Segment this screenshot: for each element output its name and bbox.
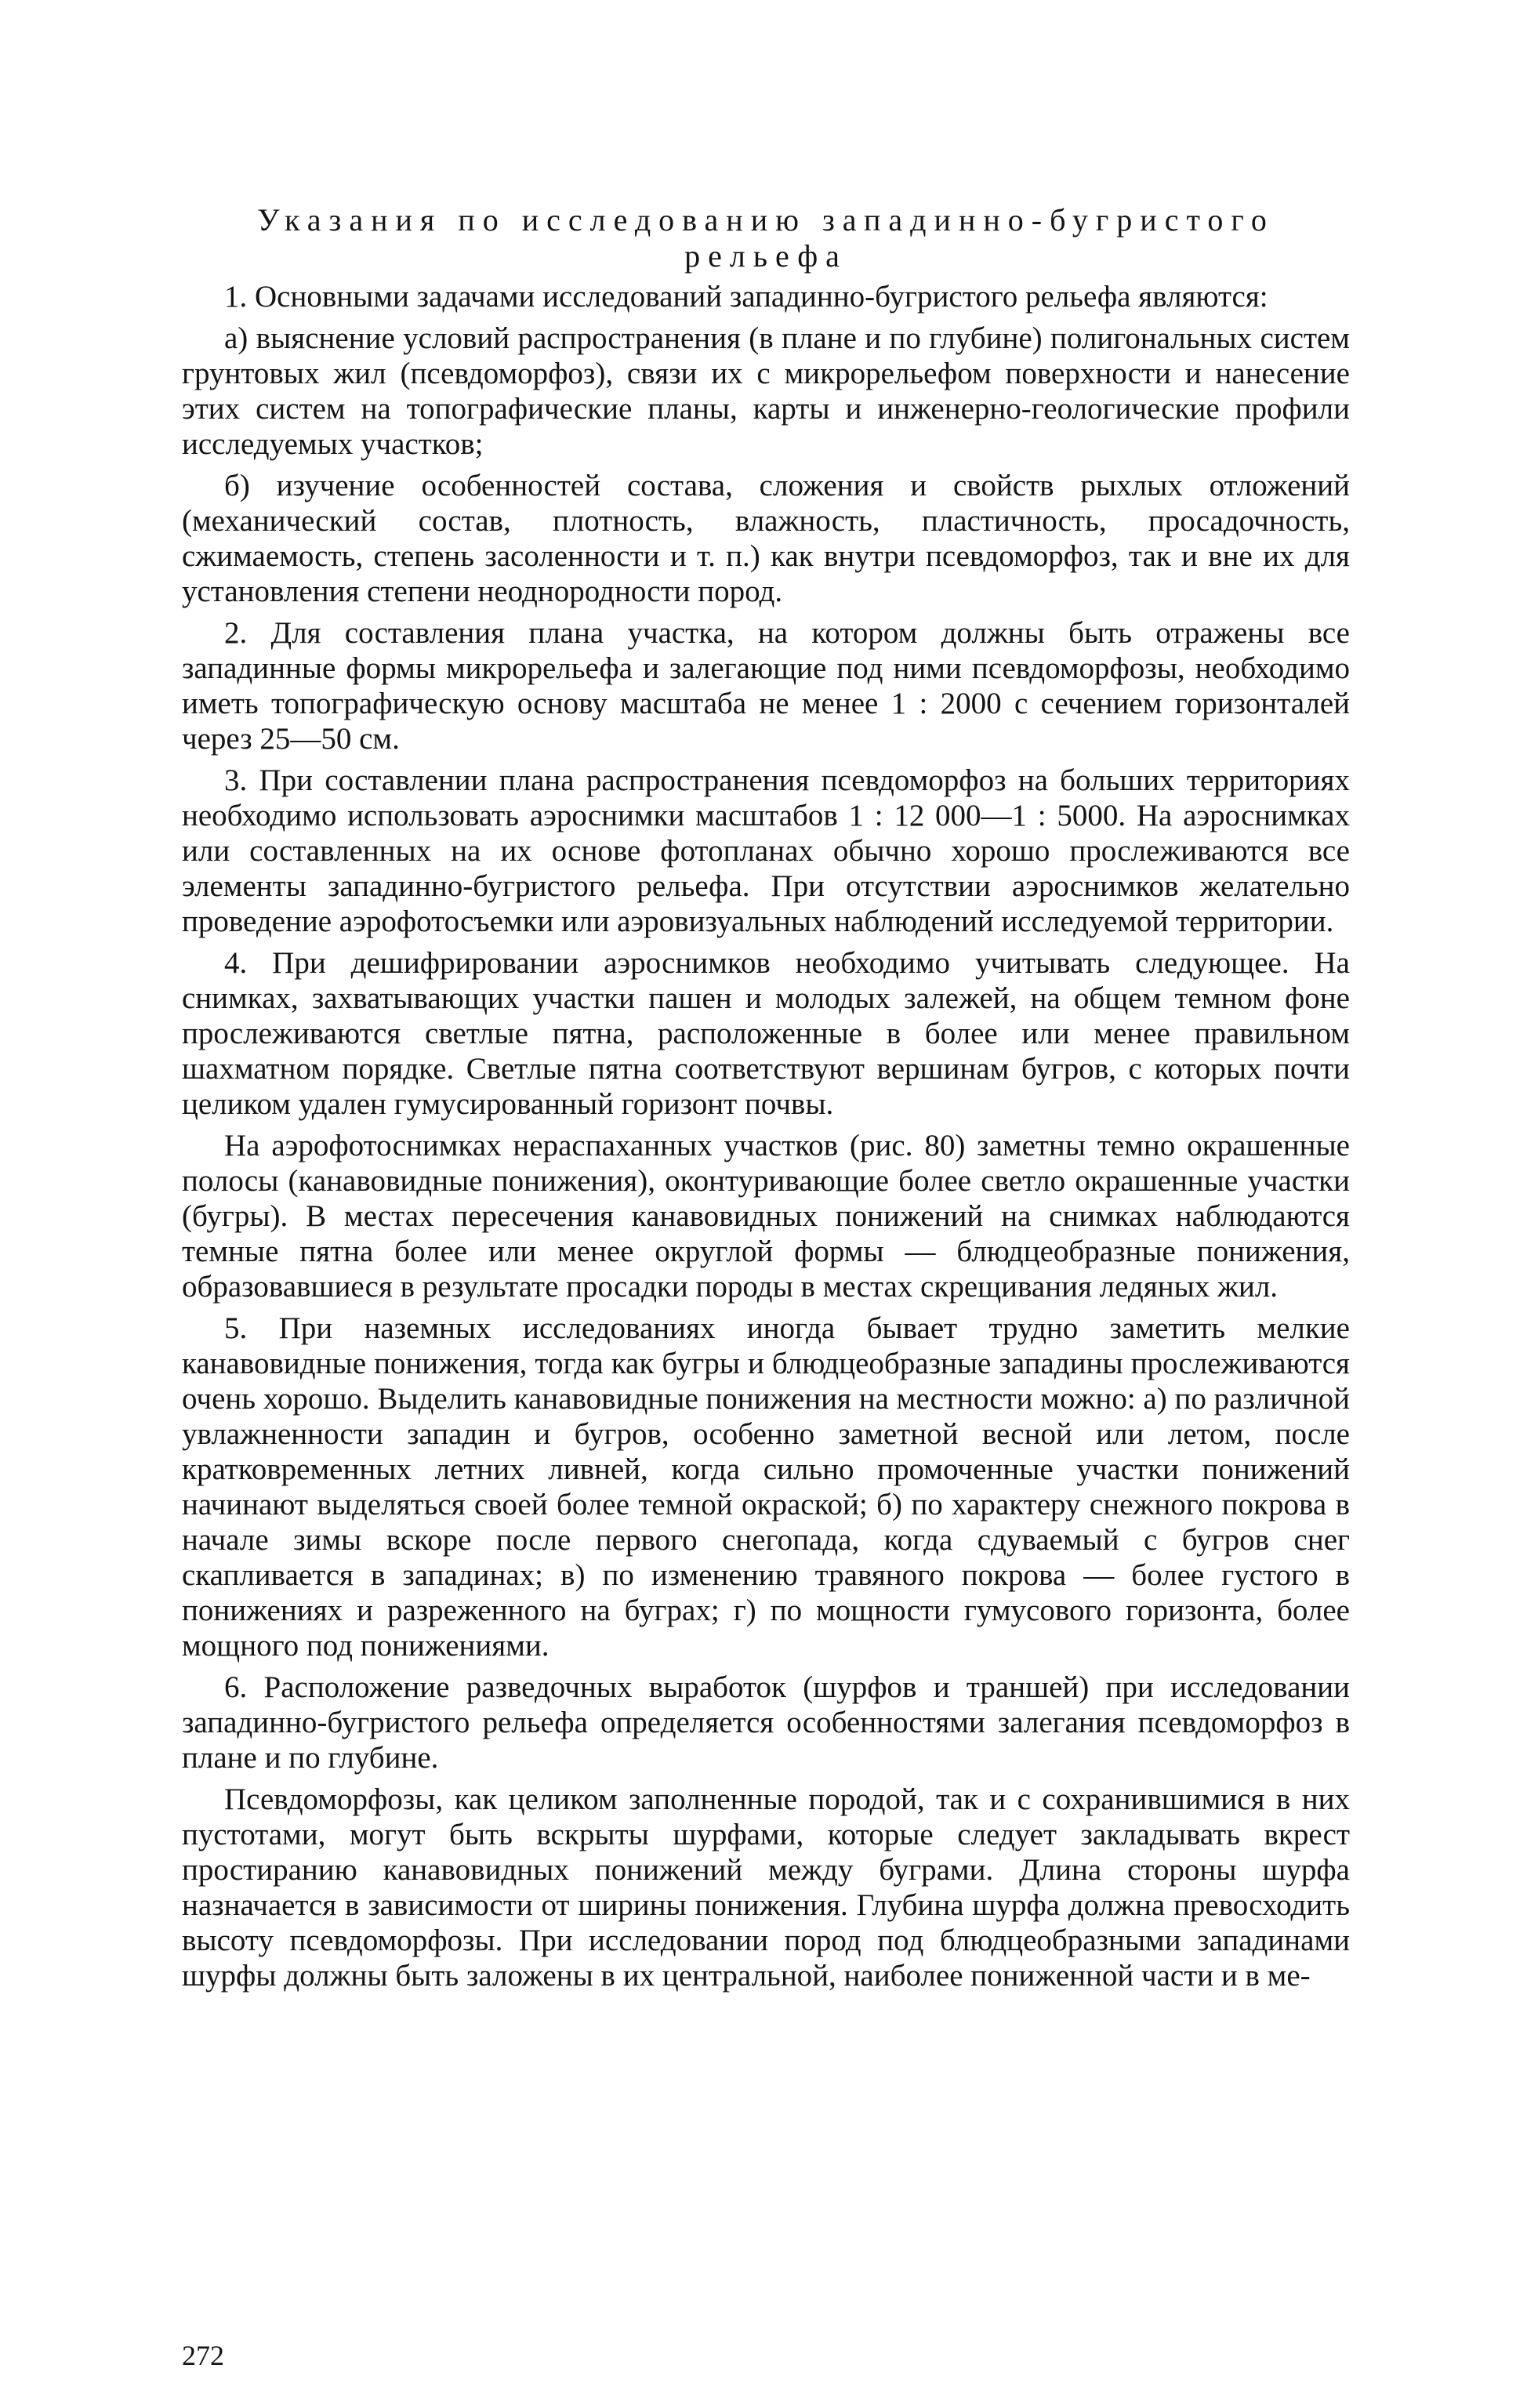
paragraph-3: 3. При составлении плана распространения псевдоморфоз на больших территориях необходимо использовать аэроснимки масштабов 1 : 12 000—1 : 5000. На аэроснимках или составленных на их основе фотопланах обычно хорошо прослеживаются все элементы западинно-бугристого рельефа. При отсутствии аэроснимков желательно проведение аэрофотосъемки или аэровизуальных наблюдений исследуемой территории.	[182, 763, 1350, 938]
page-number: 272	[182, 2340, 224, 2371]
paragraph-1b: б) изучение особенностей состава, сложения и свойств рыхлых отложений (механический состав, плотность, влажность, пластичность, просадочность, сжимаемость, степень засоленности и т. п.) как внутри псевдоморфоз, так и вне их для установления степени неоднородности пород.	[182, 469, 1350, 608]
paragraph-4-continued: На аэрофотоснимках нераспаханных участков (рис. 80) заметны темно окрашенные полосы (канавовидные понижения), оконтуривающие более светло окрашенные участки (бугры). В местах пересечения канавовидных понижений на снимках наблюдаются темные пятна более или менее округлой формы — блюдцеобразные понижения, образовавшиеся в результате просадки породы в местах скрещивания ледяных жил.	[182, 1129, 1350, 1304]
page-body	[182, 202, 1350, 2240]
paragraph-6-continued: Псевдоморфозы, как целиком заполненные породой, так и с сохранившимися в них пустотами, могут быть вскрыты шурфами, которые следует закладывать вкрест простиранию канавовидных понижений между буграми. Длина стороны шурфа назначается в зависимости от ширины понижения. Глубина шурфа должна превосходить высоту псевдоморфозы. При исследовании пород под блюдцеобразными западинами шурфы должны быть заложены в их центральной, наиболее пониженной части и в ме-	[182, 1782, 1350, 1993]
paragraph-1a: а) выяснение условий распространения (в плане и по глубине) полигональных систем грунтовых жил (псевдоморфоз), связи их с микрорельефом поверхности и нанесение этих систем на топографические планы, карты и инженерно-геологические профили исследуемых участков;	[182, 321, 1350, 461]
paragraph-2: 2. Для составления плана участка, на котором должны быть отражены все западинные формы микрорельефа и залегающие под ними псевдоморфозы, необходимо иметь топографическую основу масштаба не менее 1 : 2000 с сечением горизонталей через 25—50 см.	[182, 616, 1350, 756]
paragraph-5: 5. При наземных исследованиях иногда бывает трудно заметить мелкие канавовидные понижения, тогда как бугры и блюдцеобразные западины прослеживаются очень хорошо. Выделить канавовидные понижения на местности можно: а) по различной увлажненности западин и бугров, особенно заметной весной или летом, после кратковременных летних ливней, когда сильно промоченные участки понижений начинают выделяться своей более темной окраской; б) по характеру снежного покрова в начале зимы вскоре после первого снегопада, когда сдуваемый с бугров снег скапливается в западинах; в) по изменению травяного покрова — более густого в понижениях и разреженного на буграх; г) по мощности гумусового горизонта, более мощного под понижениями.	[182, 1311, 1350, 1663]
paragraph-1: 1. Основными задачами исследований западинно-бугристого рельефа являются:	[224, 280, 1268, 314]
section-heading: Указания по исследованию западинно-бугристого рельефа	[257, 202, 1275, 274]
paragraph-4: 4. При дешифрировании аэроснимков необходимо учитывать следующее. На снимках, захватывающих участки пашен и молодых залежей, на общем темном фоне прослеживаются светлые пятна, расположенные в более или менее правильном шахматном порядке. Светлые пятна соответствуют вершинам бугров, с которых почти целиком удален гумусированный горизонт почвы.	[182, 946, 1350, 1121]
paragraph-6: 6. Расположение разведочных выработок (шурфов и траншей) при исследовании западинно-бугристого рельефа определяется особенностями залегания псевдоморфоз в плане и по глубине.	[182, 1670, 1350, 1775]
